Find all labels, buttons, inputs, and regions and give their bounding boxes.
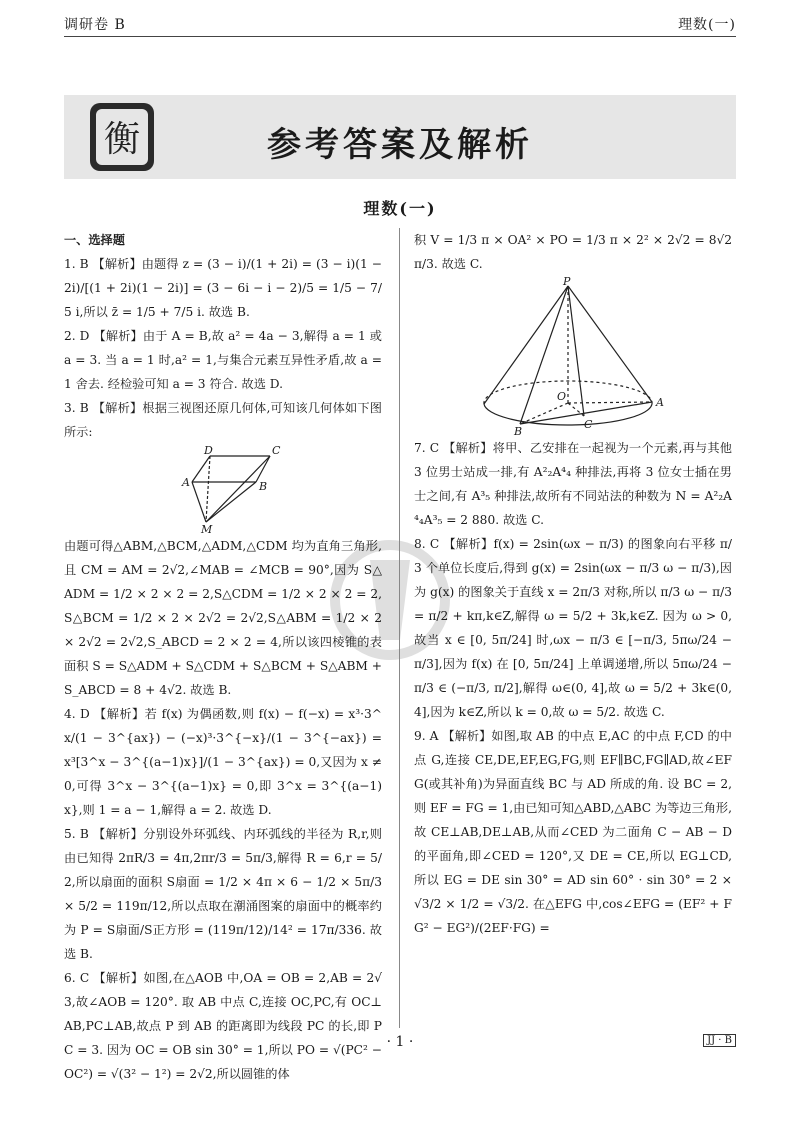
column-divider — [399, 228, 400, 1028]
cone-figure — [414, 276, 732, 436]
solution-paragraph: 3. B 【解析】根据三视图还原几何体,可知该几何体如下图所示: — [64, 401, 382, 439]
solution-paragraph: 5. B 【解析】分别设外环弧线、内环弧线的半径为 R,r,则由已知得 2πR/3 = 4π,2πr/3 = 5π/3,解得 R = 6,r = 5/2,所以扇面的面积 S扇面 = 1/2 × 4π × 6 − 1/2 × 5π/3 × 5/2 = 119π/12,所以点取在潮涌图案的扇面中的概率约为 P = S扇面/S正方形 = (119π/12)/14² = 17π/336. 故选 B. — [64, 827, 382, 961]
solution-paragraph: 8. C 【解析】f(x) = 2sin(ωx − π/3) 的图象向右平移 π/3 个单位长度后,得到 g(x) = 2sin(ωx − π/3 ω − π/3),因为 g(x) 的图象关于直线 x = 2π/3 对称,所以 π/3 ω − π/3 = π/2 + kπ,k∈Z,解得 ω = 5/2 + 3k,k∈Z. 因为 ω > 0,故当 x ∈ [0, 5π/24] 时,ωx − π/3 ∈ [−π/3, 5πω/24 − π/3],因为 f(x) 在 [0, 5π/24] 上单调递增,所以 5πω/24 − π/3 ∈ (−π/3, π/2],解得 ω∈(0, 4],故 ω = 5/2 + 3k∈(0, 4],因为 k∈Z,所以 k = 0,故 ω = 5/2. 故选 C. — [414, 537, 732, 719]
solution-paragraph: 7. C 【解析】将甲、乙安排在一起视为一个元素,再与其他 3 位男士站成一排,有 A²₂A⁴₄ 种排法,再将 3 位女士插在男士之间,有 A³₅ 种排法,故所有不同站法的种数为 N = A²₂A⁴₄A³₅ = 2 880. 故选 C. — [414, 441, 732, 527]
pyramid-figure — [64, 444, 382, 534]
solution-paragraph: 1. B 【解析】由题得 z = (3 − i)/(1 + 2i) = (3 − i)(1 − 2i)/[(1 + 2i)(1 − 2i)] = (3 − 6i − i − 2)/5 = 1/5 − 7/5 i,所以 z̄ = 1/5 + 7/5 i. 故选 B. — [64, 257, 382, 319]
header-right: 理数(一) — [678, 17, 736, 33]
right-column — [414, 228, 732, 940]
fig1-label: D — [204, 444, 213, 457]
left-column — [64, 228, 382, 1086]
fig1-label: A — [182, 476, 190, 489]
section-heading: 一、选择题 — [64, 233, 125, 247]
banner-title: 参考答案及解析 — [267, 125, 533, 165]
solution-paragraph: 2. D 【解析】由于 A = B,故 a² = 4a − 3,解得 a = 1 或 a = 3. 当 a = 1 时,a² = 1,与集合元素互异性矛盾,故 a = 1 舍去. 经检验可知 a = 3 符合. 故选 D. — [64, 329, 382, 391]
fig1-label: M — [201, 523, 213, 534]
fig2-label: O — [557, 390, 567, 403]
page-subtitle: 理数(一) — [363, 199, 437, 218]
fig1-label: C — [272, 444, 281, 457]
page-number: · 1 · — [386, 1034, 414, 1050]
solution-paragraph: 9. A 【解析】如图,取 AB 的中点 E,AC 的中点 F,CD 的中点 G,连接 CE,DE,EF,EG,FG,则 EF∥BC,FG∥AD,故∠EFG(或其补角)为异面直线 BC 与 AD 所成的角. 设 BC = 2,则 EF = FG = 1,由已知可知△ABD,△ABC 为等边三角形,故 CE⊥AB,DE⊥AB,从而∠CED 为二面角 C − AB − D 的平面角,即∠CED = 120°,又 DE = CE,所以 EG⊥CD,所以 EG = DE sin 30° = AD sin 60° · sin 30° = 2 × √3/2 × 1/2 = √3/2. 在△EFG 中,cos∠EFG = (EF² + FG² − EG²)/(2EF·FG) = — [414, 729, 732, 935]
header-rule — [64, 36, 736, 37]
solution-paragraph: 4. D 【解析】若 f(x) 为偶函数,则 f(x) − f(−x) = x³·3^x/(1 − 3^{ax}) − (−x)³·3^{−x}/(1 − 3^{−ax}) = x³[3^x − 3^{(a−1)x}]/(1 − 3^{ax}) = 0,又因为 x ≠ 0,可得 3^x − 3^{(a−1)x} = 0,即 3^x = 3^{(a−1)x},则 1 = a − 1,解得 a = 2. 故选 D. — [64, 707, 382, 817]
solution-paragraph: 由题可得△ABM,△BCM,△ADM,△CDM 均为直角三角形,且 CM = AM = 2√2,∠MAB = ∠MCB = 90°,因为 S△ADM = 1/2 × 2 × 2 = 2,S△CDM = 1/2 × 2 × 2 = 2,S△BCM = 1/2 × 2 × 2√2 = 2√2,S△ABM = 1/2 × 2 × 2√2 = 2√2,S_ABCD = 2 × 2 = 4,所以该四棱锥的表面积 S = S△ADM + S△CDM + S△BCM + S△ABM + S_ABCD = 8 + 4√2. 故选 B. — [64, 539, 382, 697]
solution-paragraph: 积 V = 1/3 π × OA² × PO = 1/3 π × 2² × 2√2 = 8√2π/3. 故选 C. — [414, 233, 732, 271]
fig1-label: B — [259, 480, 268, 493]
fig2-label: C — [584, 418, 593, 431]
title-banner — [64, 95, 736, 179]
solution-paragraph: 6. C 【解析】如图,在△AOB 中,OA = OB = 2,AB = 2√3,故∠AOB = 120°. 取 AB 中点 C,连接 OC,PC,有 OC⊥AB,PC⊥AB,故点 P 到 AB 的距离即为线段 PC 的长,即 PC = 3. 因为 OC = OB sin 30° = 1,所以 PO = √(PC² − OC²) = √(3² − 1²) = 2√2,所以圆锥的体 — [64, 971, 382, 1081]
fig2-label: P — [563, 276, 571, 288]
header-left: 调研卷 B — [64, 17, 126, 33]
fig2-label: A — [656, 396, 664, 409]
seal-text: 衡 — [103, 119, 141, 160]
paper-code: JJ · B — [703, 1034, 736, 1047]
fig2-label: B — [514, 425, 523, 436]
